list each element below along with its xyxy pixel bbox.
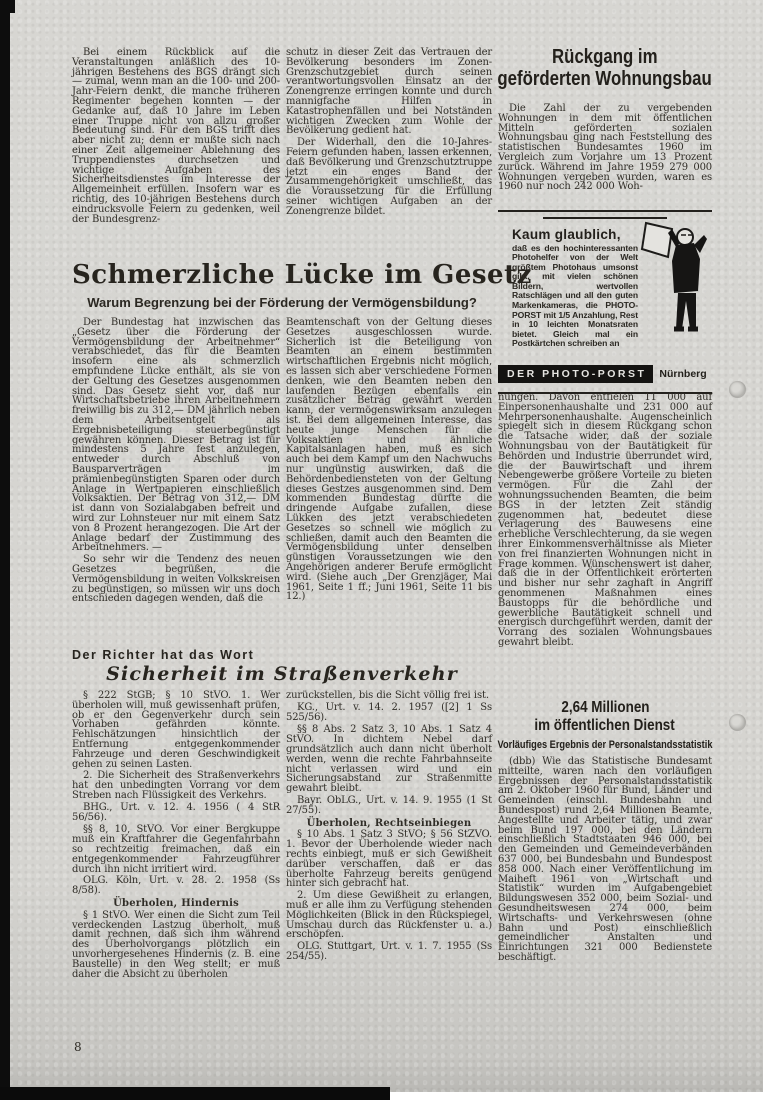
law-article-column-1 bbox=[72, 318, 280, 606]
paragraph: Bei einem Rückblick auf die Veranstaltungen anläßlich des 10-jährigen Bestehens des BGS drängt sich — zumal, wenn man an die 100- und 200-Jahr-Feiern denkt, die manche früheren Regimenter begehen konnten — der Gedanke auf, daß 10 Jahre im Leben einer Truppe nicht von allzu großer Bedeutung sind. Für den BGS trifft dies aber nicht zu; denn er mußte sich nach einer Zeit allgemeiner Ablehnung des Truppendienstes durchsetzen und wichtige Aufgaben des Sicherheitsdienstes im Interesse der Allgemeinheit erfüllen. Insofern war es richtig, des 10-jährigen Bestehens durch eindrucksvolle Feiern zu gedenken, weil der Bundesgrenz- bbox=[72, 47, 280, 225]
paragraph: § 222 StGB; § 10 StVO. 1. Wer überholen will, muß gewissenhaft prüfen, ob er den Gegenverkehr durch sein Vorhaben gefährden könnte. Fehlschätzungen hinsichtlich der Entfernung entgegenkommender Fahrzeuge und deren Geschwindigkeit gehen zu seinen Lasten. bbox=[72, 690, 280, 770]
paragraph: §§ 8, 10, StVO. Vor einer Bergkuppe muß ein Kraftfahrer die Gegenfahrbahn so rechtzeitig freimachen, daß ein entgegenkommender Fahrzeugführer durch ihn nicht irritiert wird. bbox=[72, 824, 280, 875]
court-subhead-hindernis: Überholen, Hindernis bbox=[113, 897, 239, 909]
housing-article-part-1 bbox=[498, 104, 712, 194]
paragraph: So sehr wir die Tendenz des neuen Gesetzes begrüßen, die Vermögensbildung in weiten Volkskreisen zu begünstigen, so müssen wir uns doch entschieden dagegen wenden, daß die bbox=[72, 554, 280, 605]
case-citation: OLG. Köln, Urt. v. 28. 2. 1958 (Ss 8/58). bbox=[72, 875, 280, 897]
service-article-body bbox=[498, 757, 712, 965]
case-citation: Bayr. ObLG., Urt. v. 14. 9. 1955 (1 St 27/55). bbox=[286, 794, 492, 816]
bgs-article-column-1 bbox=[72, 48, 280, 226]
court-section-kicker: Der Richter hat das Wort bbox=[72, 648, 255, 662]
service-headline-line1: 2,64 Millionen bbox=[560, 699, 650, 716]
ad-body-text: daß es den hochinteressanten Photohelfer von der Welt größtem Photohaus umsonst gibt, mit vielen schönen Bildern, wertvollen Ratschlägen und all den guten Markenkameras, die PHOTO-PORST mit 1/5 Anzahlung, Rest in 10 leichten Monatsraten bietet. Gleich mal ein Postkärtchen schreiben an bbox=[512, 242, 638, 349]
service-headline-line2: im öffentlichen Dienst bbox=[534, 717, 676, 734]
service-subhead-text: Vorläufiges Ergebnis der Personalstandsstatistik bbox=[497, 739, 713, 751]
paragraph: Der Widerhall, den die 10-Jahres-Feiern gefunden haben, lassen erkennen, daß Bevölkerung und Grenzschutztruppe jetzt ein enges Band der Zusammengehörigkeit umschließt, das die Voraussetzung für die Erfüllung seiner wichtigen Aufgaben an der Zonengrenze bildet. bbox=[286, 137, 492, 217]
paragraph: § 1 StVO. Wer einen die Sicht zum Teil verdeckenden Lastzug überholt, muß damit rechnen, daß sich ihm während des Überholvorgangs plötzlich ein unvorhergesehenes Hindernis (z. B. eine Baustelle) in den Weg stellt; er muß daher die Absicht zu überholen bbox=[72, 909, 280, 980]
punch-hole-top bbox=[729, 381, 746, 398]
ad-brand-bar: DER PHOTO-PORST bbox=[498, 365, 653, 383]
page-number: 8 bbox=[74, 1040, 82, 1054]
housing-headline bbox=[498, 46, 712, 90]
housing-headline-line1: Rückgang im bbox=[552, 46, 658, 68]
paragraph: 2. Die Sicherheit des Straßenverkehrs hat den unbedingten Vorrang vor dem Streben nach Flüssigkeit des Verkehrs. bbox=[72, 770, 280, 801]
paragraph: Die Zahl der zu vergebenden Wohnungen in dem mit öffentlichen Mitteln geförderten sozialen Wohnungsbau ging nach Feststellung des statistischen Bundesamtes 1960 im Vergleich zum Vorjahre um 13 Prozent zurück. Während im Jahre 1959 279 000 Wohnungen vergeben wurden, waren es 1960 nur noch 242 000 Woh- bbox=[498, 103, 712, 193]
law-article-subhead: Warum Begrenzung bei der Förderung der Vermögensbildung? bbox=[87, 295, 477, 310]
case-citation: KG., Urt. v. 14. 2. 1957 ([2] 1 Ss 525/56). bbox=[286, 701, 492, 723]
ad-city-label: Nürnberg bbox=[659, 367, 707, 380]
court-subhead-rechtseinbiegen: Überholen, Rechtseinbiegen bbox=[306, 817, 472, 829]
paragraph: nungen. Davon entfielen 11 000 auf Einpersonenhaushalte und 231 000 auf Mehrpersonenhaushalte. Augenscheinlich spiegelt sich in diesem Rückgang schon die Tatsache wider, daß der soziale Wohnungsbau von der Bautätigkeit für Behörden und Industrie überrundet wird, die der Bauwirtschaft und ihrem Nebengewerbe größere Vorteile zu bieten vermögen. Für die Zahl der wohnungssuchenden Beamten, die beim BGS in der letzten Zeit ständig zugenommen hat, bedeutet diese Verlagerung des Bauwesens eine erhebliche Verschlechterung, da sie wegen ihrer Einkommensverhältnisse als Mieter von frei finanzierten Wohnungen nicht in Frage kommen. Wünschenswert ist daher, daß die in der Öffentlichkeit erörterten und bisher nur sehr zaghaft in Angriff genommenen Maßnahmen eines Baustopps für die behördliche und gewerbliche Bautätigkeit schnell und energisch durchgeführt werden, damit der Vorrang des sozialen Wohnungsbaues gewahrt bleibt. bbox=[498, 392, 712, 648]
case-citation: BHG., Urt. v. 12. 4. 1956 ( 4 StR 56/56). bbox=[72, 801, 280, 823]
paragraph: zurückstellen, bis die Sicht völlig frei ist. bbox=[286, 690, 489, 701]
housing-article-part-2 bbox=[498, 393, 712, 650]
punch-hole-bottom bbox=[729, 714, 746, 731]
law-article-headline: Schmerzliche Lücke im Gesetz bbox=[72, 260, 532, 290]
photo-helper-cartoon-icon bbox=[638, 221, 708, 347]
housing-headline-line2: geförderten Wohnungsbau bbox=[497, 68, 713, 90]
bgs-article-column-2 bbox=[286, 48, 492, 219]
scan-edge-left bbox=[0, 0, 10, 1100]
ad-rule-top bbox=[498, 210, 712, 212]
court-column-1 bbox=[72, 691, 280, 981]
court-column-2 bbox=[286, 691, 492, 965]
scan-edge-bottom bbox=[0, 1087, 390, 1100]
paragraph: § 10 Abs. 1 Satz 3 StVO; § 56 StZVO. 1. Bevor der Überholende wieder nach rechts einbiegt, muß er sich Gewißheit darüber verschaffen, daß er das überholte Fahrzeug bereits genügend hinter sich gebracht hat. bbox=[286, 829, 492, 890]
service-headline bbox=[498, 699, 712, 735]
scan-corner-top-left bbox=[0, 0, 15, 13]
paragraph: schutz in dieser Zeit das Vertrauen der Bevölkerung besonders im Zonen-Grenzschutzgebiet durch seinen verantwortungsvollen Einsatz an der Zonengrenze erringen konnte und durch mannigfache Hilfen in Katastrophenfällen und bei Notständen wichtigen Zwecken zum Wohle der Bevölkerung gedient hat. bbox=[286, 47, 492, 137]
paragraph: (dbb) Wie das Statistische Bundesamt mitteilte, waren nach den vorläufigen Ergebnissen der Personalstandsstatistik am 2. Oktober 1960 für Bund, Länder und Gemeinden (einschl. Bundesbahn und Bundespost) rund 2,64 Millionen Beamte, Angestellte und Arbeiter tätig, und zwar beim Bund 197 000, bei den Ländern einschließlich Stadtstaaten 946 000, bei den Gemeinden und Gemeindeverbänden 637 000, bei Bundesbahn und Bundespost 858 000. Nach einer Veröffentlichung im Maiheft 1961 von „Wirtschaft und Statistik“ wurden im Aufgabengebiet Bildungswesen 352 000, beim Sozial- und Gesundheitswesen 274 000, beim Wirtschafts- und Verkehrswesen (ohne Bahn und Post) einschließlich gemeindlicher Anstalten und Einrichtungen 321 000 Bedienstete beschäftigt. bbox=[498, 756, 712, 963]
paragraph: Beamtenschaft von der Geltung dieses Gesetzes ausgeschlossen wurde. Sicherlich ist die Beteiligung von Beamten an einem bestimmten wirtschaftlichen Ergebnis nicht möglich, es lassen sich aber verschiedene Formen denken, wie den Beamten neben den laufenden Bezügen ebenfalls ein zusätzlicher Betrag gewährt werden kann, der vermögenswirksam anzulegen ist. Bei dem allgemeinen Interesse, das heute junge Menschen für die Volksaktien und ähnliche Kapitalsanlagen haben, muß es sich auch bei dem Kampf um den Nachwuchs nur ungünstig auswirken, daß die Behördenbediensteten von der Geltung dieses Gestzes ausgenommen sind. Dem kommenden Bundestag dürfte die dringende Aufgabe zufallen, diese Lükken des jetzt verabschiedeten Gesetzes so schnell wie möglich zu schließen, damit auch den Beamten die Vermögensbildung unter denselben günstigen Voraussetzungen wie den Angehörigen anderer Berufe ermöglicht wird. (Siehe auch „Der Grenzjäger, Mai 1961, Seite 1 ff.; Juni 1961, Seite 11 bis 12.) bbox=[286, 317, 492, 603]
paragraph: 2. Um diese Gewißheit zu erlangen, muß er alle ihm zu Verfügung stehenden Möglichkeiten (Blick in den Rückspiegel, Umschau durch das Rückfenster u. a.) erschöpfen. bbox=[286, 890, 492, 941]
case-citation: OLG. Stuttgart, Urt. v. 1. 7. 1955 (Ss 254/55). bbox=[286, 941, 492, 962]
law-article-column-2 bbox=[286, 318, 492, 604]
photo-porst-ad bbox=[498, 210, 712, 394]
court-section-title: Sicherheit im Straßenverkehr bbox=[106, 663, 458, 685]
ad-headline: Kaum glaublich, bbox=[512, 226, 621, 242]
service-subhead bbox=[498, 739, 712, 751]
paragraph: Der Bundestag hat inzwischen das „Gesetz über die Förderung der Vermögensbildung der Arbeitnehmer“ verabschiedet, das für die Beamten insofern eine als schmerzlich empfundene Lücke enthält, als sie von der Geltung des Gesetzes ausgenommen sind. Das Gesetz sieht vor, daß nur Wirtschaftsbetriebe ihren Arbeitnehmern freiwillig bis zu 312,— DM jährlich neben dem Arbeitsentgelt als Ergebnisbeteiligung steuerbegünstigt gewähren können. Dieser Betrag ist für mindestens 5 Jahre fest anzulegen, entweder durch Abschluß von Bausparverträgen im prämienbegünstigten Sparen oder durch Anlage in Wertpapieren einschließlich Volksaktien. Der Betrag von 312,— DM ist dann von Sozialabgaben befreit und wird zur Lohnsteuer nur mit einem Satz von 8 Prozent herangezogen. Die Art der Anlage bedarf der Zustimmung des Arbeitnehmers. — bbox=[72, 317, 280, 554]
paragraph: §§ 8 Abs. 2 Satz 3, 10 Abs. 1 Satz 4 StVO. In dichtem Nebel darf grundsätzlich auch dann nicht überholt werden, wenn die rechte Fahrbahnseite nicht verlassen wird und ein Sicherungsabstand zur Straßenmitte gewahrt bleibt. bbox=[286, 724, 492, 795]
